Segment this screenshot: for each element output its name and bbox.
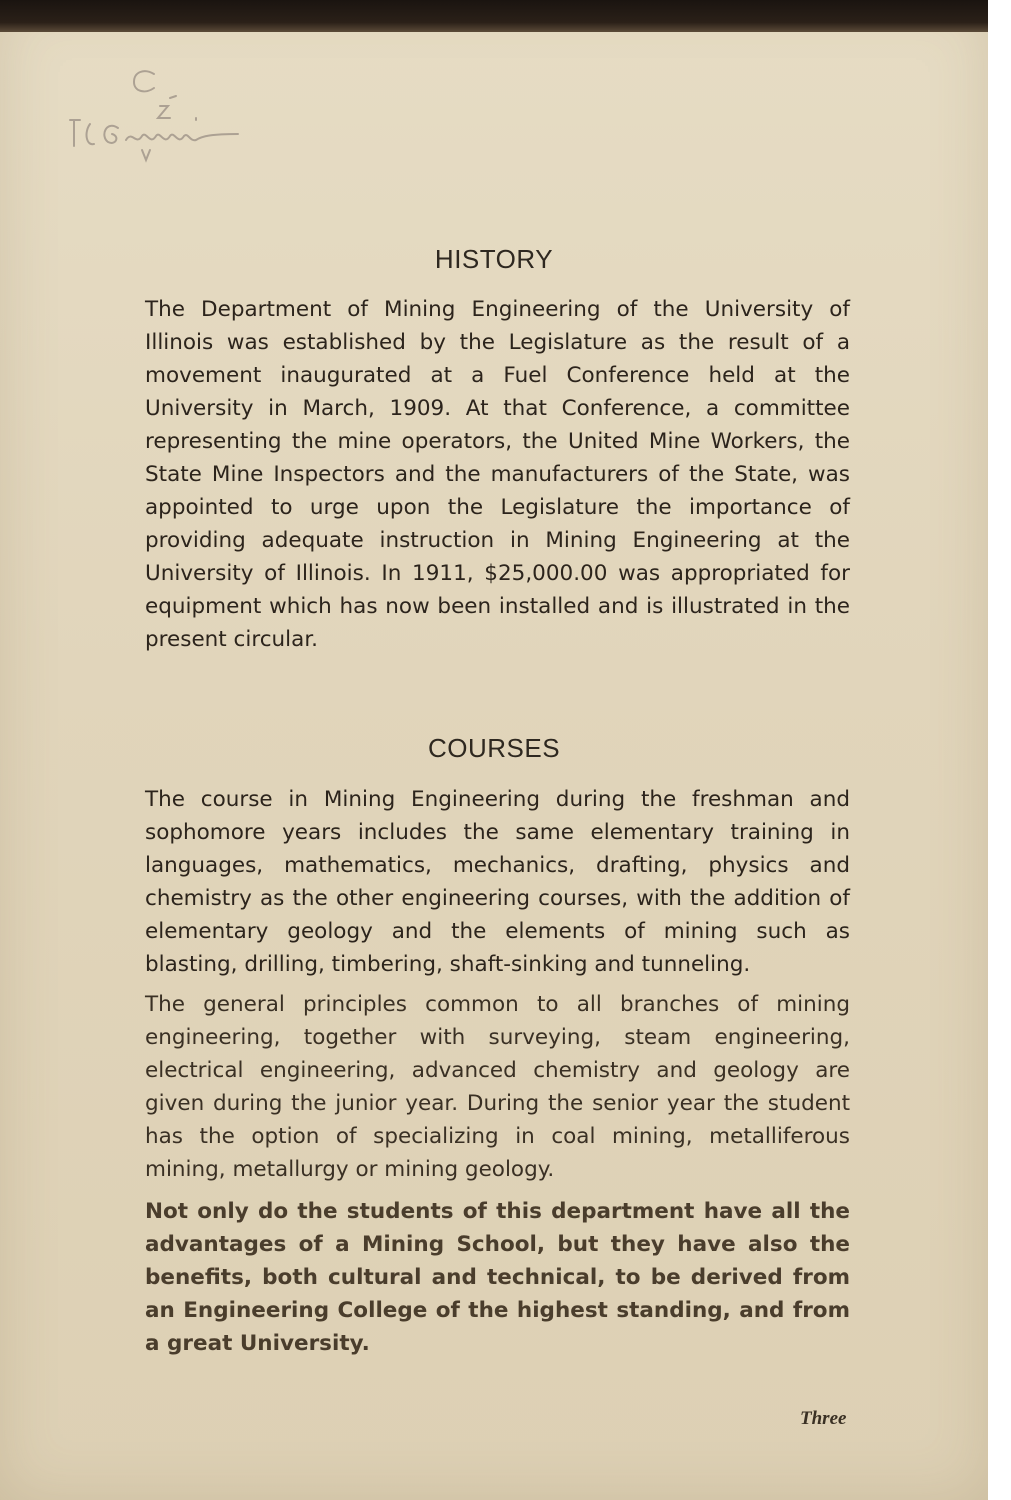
history-paragraph: The Department of Mining Engineering of the University of Illinois was established by the Legislature as the result of a movement inaugurated at a Fuel Conference held at the University in March, 1909. At that Conference, a committee representing the mine operators, the United Mine Workers, the State Mine Inspectors and the manufacturers of the State, was appointed to urge upon the Legislature the importance of providing adequate instruction in Mining Engineering at the University of Illinois. In 1911, $25,000.00 was appropriated for equipment which has now been installed and is illustrated in the present circular. bbox=[145, 297, 850, 652]
page-number: Three bbox=[800, 1408, 847, 1429]
courses-paragraph-1: The course in Mining Engineering during the freshman and sophomore years includes the same elementary training in languages, mathematics, mechanics, drafting, physics and chemistry as the other engineering courses, with the addition of elementary geology and the elements of mining such as blasting, drilling, timbering, shaft-sinking and tunneling. bbox=[145, 787, 850, 977]
scan-right-margin bbox=[988, 0, 1011, 1500]
courses-paragraph-2: The general principles common to all branches of mining engineering, together with surveying, steam engineering, electrical engineering, advanced chemistry and geology are given during the junior year. During the senior year the student has the option of specializing in coal mining, metalliferous mining, metallurgy or mining geology. bbox=[145, 992, 850, 1182]
courses-paragraph-3: Not only do the students of this department have all the advantages of a Mining School, but they have also the benefits, both cultural and technical, to be derived from an Engineering College of the highest standing, and from a great University. bbox=[145, 1199, 850, 1356]
handwritten-pencil-note bbox=[62, 62, 302, 182]
history-heading: HISTORY bbox=[434, 244, 554, 274]
courses-heading: COURSES bbox=[427, 733, 561, 763]
scan-top-border bbox=[0, 0, 988, 32]
